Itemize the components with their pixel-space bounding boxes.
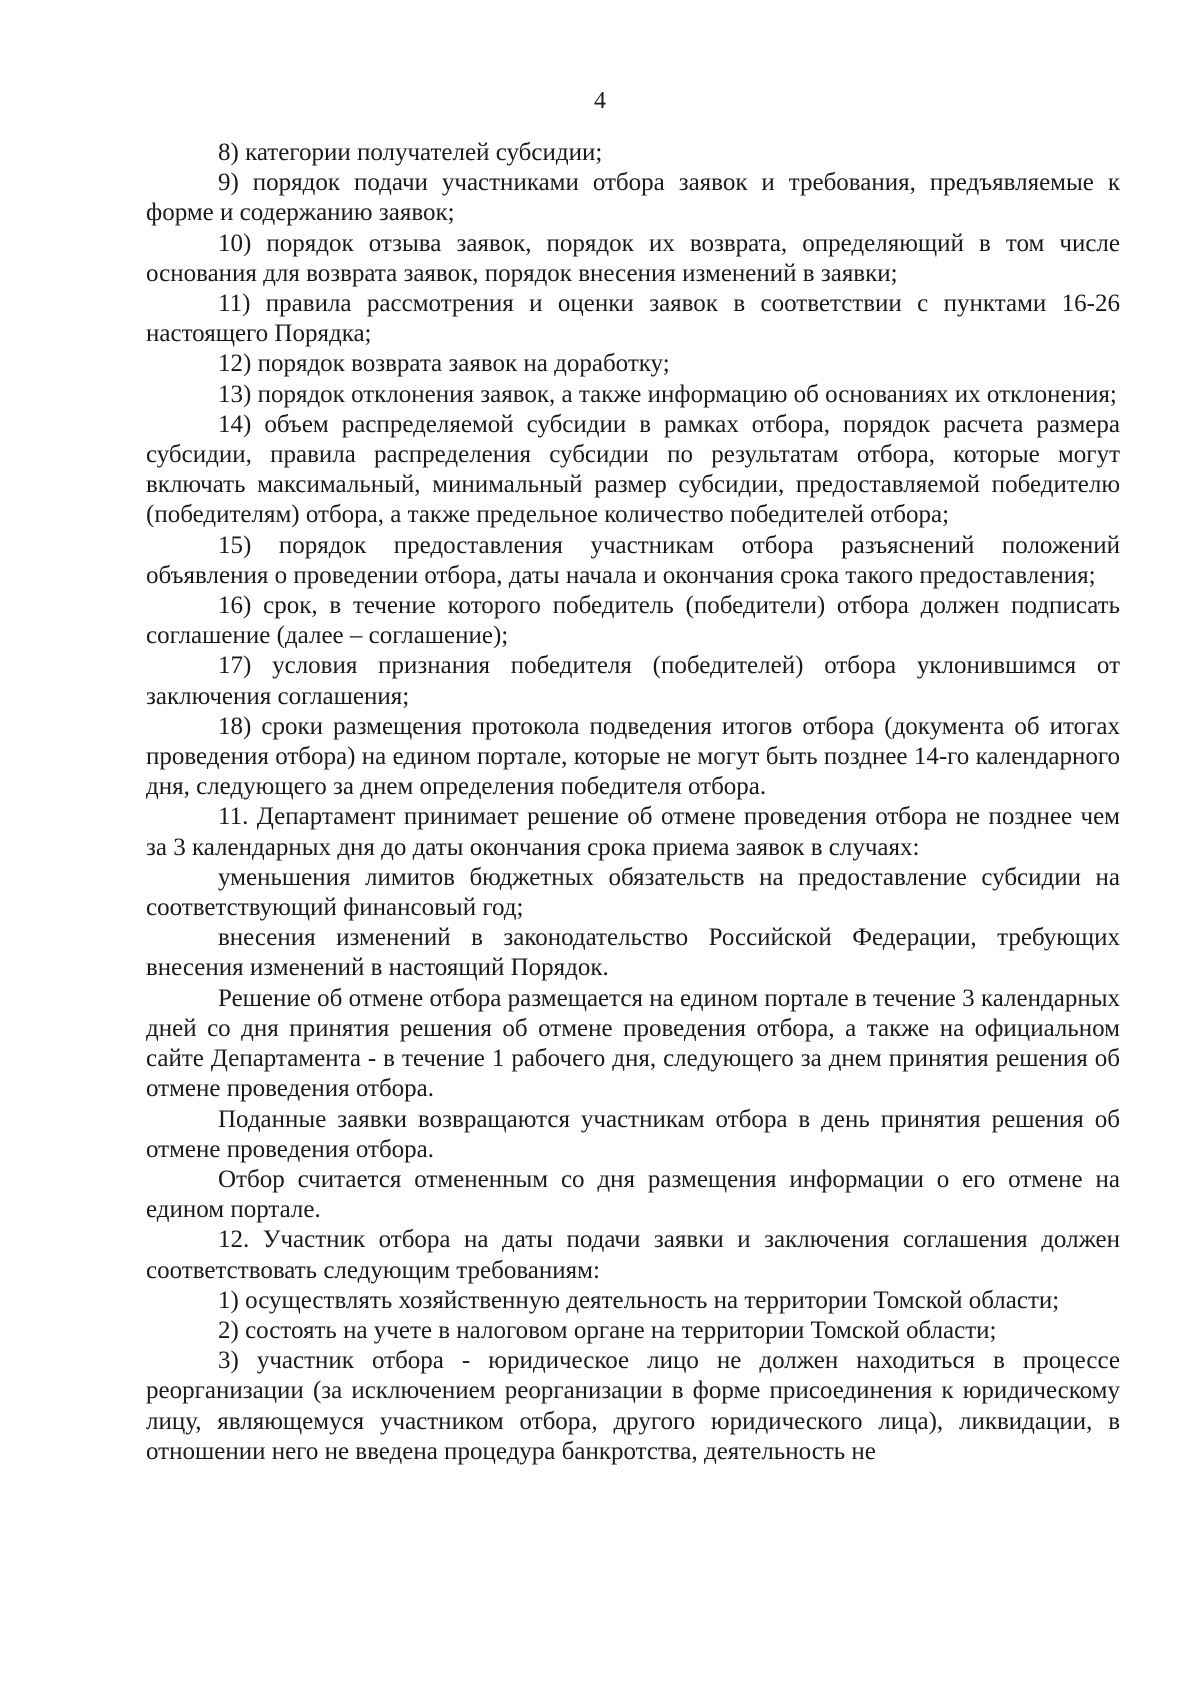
paragraph-requirement-2: 2) состоять на учете в налоговом органе на территории Томской области; <box>218 1316 997 1344</box>
paragraph-item-18: 18) сроки размещения протокола подведения итогов отбора (документа об итогах проведения отбора) на едином портале, которые не могут быть позднее 14-го календарного дня, следующего за днем определения победителя отбора. <box>146 712 1120 801</box>
paragraph-item-12: 12) порядок возврата заявок на доработку; <box>218 350 670 378</box>
paragraph-applications-returned: Поданные заявки возвращаются участникам отбора в день принятия решения об отмене проведения отбора. <box>146 1105 1120 1163</box>
paragraph-item-9: 9) порядок подачи участниками отбора заявок и требования, предъявляемые к форме и содержанию заявок; <box>146 169 1120 227</box>
paragraph-cancel-publication: Решение об отмене отбора размещается на едином портале в течение 3 календарных дней со дня принятия решения об отмене проведения отбора, а также на официальном сайте Департамента - в течение 1 рабочего дня, следующего за днем принятия решения об отмене проведения отбора. <box>146 984 1120 1103</box>
paragraph-requirement-3: 3) участник отбора - юридическое лицо не должен находиться в процессе реорганизации (за исключением реорганизации в форме присоединения к юридическому лицу, являющемуся участником отбора, другого юридического лица), ликвидации, в отношении него не введена процедура банкротства, деятельность не <box>146 1347 1120 1465</box>
paragraph-section-12: 12. Участник отбора на даты подачи заявки и заключения соглашения должен соответствовать следующим требованиям: <box>146 1226 1120 1284</box>
paragraph-item-17: 17) условия признания победителя (победителей) отбора уклонившимся от заключения соглашения; <box>146 652 1120 710</box>
paragraph-item-10: 10) порядок отзыва заявок, порядок их возврата, определяющий в том числе основания для возврата заявок, порядок внесения изменений в заявки; <box>146 229 1120 287</box>
paragraph-selection-cancelled: Отбор считается отмененным со дня размещения информации о его отмене на едином портале. <box>146 1165 1120 1224</box>
paragraph-section-11: 11. Департамент принимает решение об отмене проведения отбора не позднее чем за 3 календарных дня до даты окончания срока приема заявок в случаях: <box>146 803 1120 861</box>
paragraph-item-13: 13) порядок отклонения заявок, а также информацию об основаниях их отклонения; <box>218 380 1117 408</box>
document-body <box>146 138 1120 1467</box>
paragraph-item-15: 15) порядок предоставления участникам отбора разъяснений положений объявления о проведении отбора, даты начала и окончания срока такого предоставления; <box>146 531 1120 589</box>
paragraph-item-16: 16) срок, в течение которого победитель (победители) отбора должен подписать соглашение (далее – соглашение); <box>146 592 1120 650</box>
paragraph-case-legislation: внесения изменений в законодательство Российской Федерации, требующих внесения изменений в настоящий Порядок. <box>146 924 1120 982</box>
paragraph-item-11: 11) правила рассмотрения и оценки заявок в соответствии с пунктами 16-26 настоящего Порядка; <box>146 290 1120 348</box>
paragraph-case-limits: уменьшения лимитов бюджетных обязательств на предоставление субсидии на соответствующий финансовый год; <box>146 863 1120 922</box>
paragraph-requirement-1: 1) осуществлять хозяйственную деятельность на территории Томской области; <box>218 1286 1060 1314</box>
paragraph-item-14: 14) объем распределяемой субсидии в рамках отбора, порядок расчета размера субсидии, правила распределения субсидии по результатам отбора, которые могут включать максимальный, минимальный размер субсидии, предоставляемой победителю (победителям) отбора, а также предельное количество победителей отбора; <box>146 410 1120 529</box>
paragraph-item-8: 8) категории получателей субсидии; <box>218 139 603 166</box>
page-number: 4 <box>594 88 606 114</box>
